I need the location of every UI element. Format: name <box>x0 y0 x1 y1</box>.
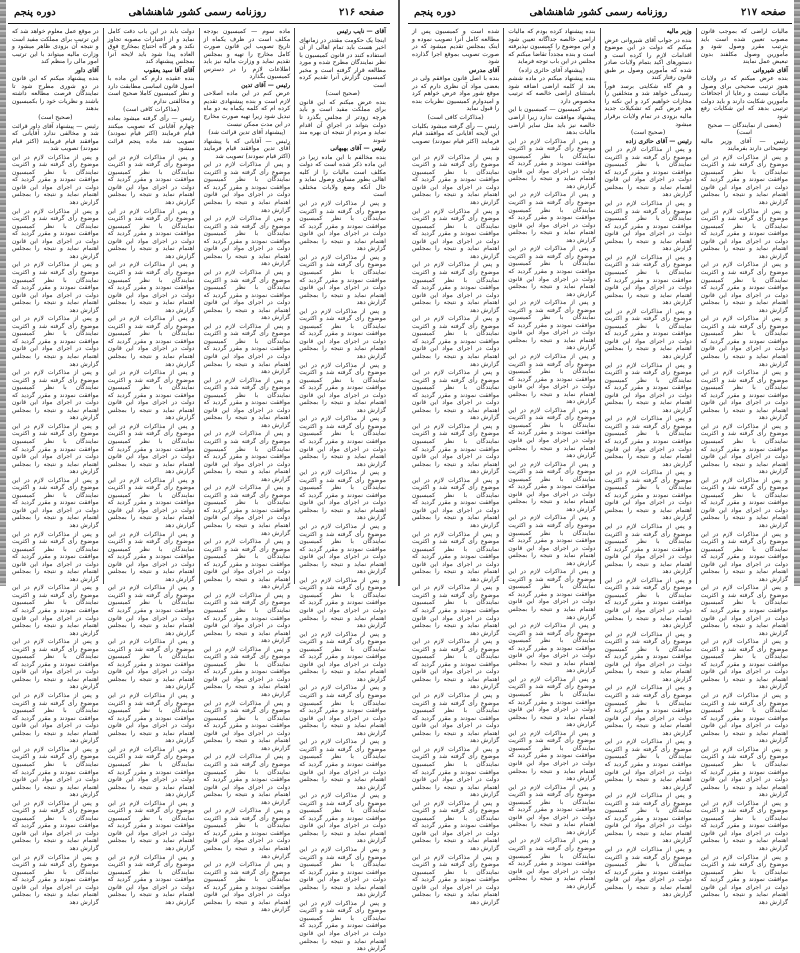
continuation-paragraph: و پس از مذاکرات لازم در این موضوع رأی گرفته شد و اکثریت نمایندگان با نظر کمیسیون موافقت نمودند و مقرر گردید که دولت در اجرای مواد این قانون اهتمام نماید و نتیجه را بمجلس گزارش دهد <box>412 153 500 207</box>
speaker-name: رئیس — آقای تدین <box>241 81 291 89</box>
left-page-title: روزنامه رسمی کشور شاهنشاهی <box>128 7 267 18</box>
continuation-paragraph: و پس از مذاکرات لازم در این موضوع رأی گرفته شد و اکثریت نمایندگان با نظر کمیسیون موافقت نمودند و مقرر گردید که دولت در اجرای مواد این قانون اهتمام نماید و نتیجه را بمجلس گزارش دهد <box>12 315 99 368</box>
speech-paragraph: بنده پیشنهاد میکنم که این قانون در دو شوری مطرح شود تا نمایندگان فرصت مطالعه داشته باشند و نظریات خود را بکمیسیون بدهند <box>12 75 99 113</box>
continuation-paragraph: و پس از مذاکرات لازم در این موضوع رأی گرفته شد و اکثریت نمایندگان با نظر کمیسیون موافقت نمودند و مقرر گردید که دولت در اجرای مواد این قانون اهتمام نماید و نتیجه را بمجلس گزارش دهد <box>12 584 99 637</box>
continuation-paragraph: و پس از مذاکرات لازم در این موضوع رأی گرفته شد و اکثریت نمایندگان با نظر کمیسیون موافقت نمودند و مقرر گردید که دولت در اجرای مواد این قانون اهتمام نماید و نتیجه را بمجلس گزارش دهد <box>12 799 99 852</box>
continuation-paragraph: و پس از مذاکرات لازم در این موضوع رأی گرفته شد و اکثریت نمایندگان با نظر کمیسیون موافقت نمودند و مقرر گردید که دولت در اجرای مواد این قانون اهتمام نماید و نتیجه را بمجلس گزارش دهد <box>203 753 291 806</box>
continuation-paragraph: و پس از مذاکرات لازم در این موضوع رأی گرفته شد و اکثریت نمایندگان با نظر کمیسیون موافقت نمودند و مقرر گردید که دولت در اجرای مواد این قانون اهتمام نماید و نتیجه را بمجلس گزارش دهد <box>508 675 596 729</box>
left-page-session: دوره پنجم <box>14 7 56 18</box>
continuation-paragraph: و پس از مذاکرات لازم در این موضوع رأی گرفته شد و اکثریت نمایندگان با نظر کمیسیون موافقت نمودند و مقرر گردید که دولت در اجرای مواد این قانون اهتمام نماید و نتیجه را بمجلس گزارش دهد <box>12 638 99 691</box>
continuation-paragraph: و پس از مذاکرات لازم در این موضوع رأی گرفته شد و اکثریت نمایندگان با نظر کمیسیون موافقت نمودند و مقرر گردید که دولت در اجرای مواد این قانون اهتمام نماید و نتیجه را بمجلس گزارش دهد <box>412 638 500 691</box>
continuation-paragraph: و پس از مذاکرات لازم در این موضوع رأی گرفته شد و اکثریت نمایندگان با نظر کمیسیون موافقت نمودند و مقرر گردید که دولت در اجرای مواد این قانون اهتمام نماید و نتیجه را بمجلس گزارش دهد <box>107 261 195 314</box>
continuation-paragraph: و پس از مذاکرات لازم در این موضوع رأی گرفته شد و اکثریت نمایندگان با نظر کمیسیون موافقت نمودند و مقرر گردید که دولت در اجرای مواد این قانون اهتمام نماید و نتیجه را بمجلس گزارش دهد <box>299 792 386 845</box>
continuation-paragraph: و پس از مذاکرات لازم در این موضوع رأی گرفته شد و اکثریت نمایندگان با نظر کمیسیون موافقت نمودند و مقرر گردید که دولت در اجرای مواد این قانون اهتمام نماید و نتیجه را بمجلس گزارش دهد <box>107 476 195 529</box>
speech-paragraph: ماده سوم — کمیسیون بودجه مکلف است در ظرف یکماه از تاریخ تصویب این قانون صورت کامل مخارج را تهیه و بمجلس تقدیم نماید و وزارت مالیه نیز باید اطلاعات لازم را در دسترس کمیسیون بگذارد <box>203 28 291 81</box>
continuation-paragraph: و پس از مذاکرات لازم در این موضوع رأی گرفته شد و اکثریت نمایندگان با نظر کمیسیون موافقت نمودند و مقرر گردید که دولت در اجرای مواد این قانون اهتمام نماید و نتیجه را بمجلس گزارش دهد <box>299 469 386 522</box>
continuation-paragraph: و پس از مذاکرات لازم در این موضوع رأی گرفته شد و اکثریت نمایندگان با نظر کمیسیون موافقت نمودند و مقرر گردید که دولت در اجرای مواد این قانون اهتمام نماید و نتیجه را بمجلس گزارش دهد <box>508 406 596 460</box>
parenthetical-note: (صحیح است) <box>325 90 360 98</box>
continuation-paragraph: و پس از مذاکرات لازم در این موضوع رأی گرفته شد و اکثریت نمایندگان با نظر کمیسیون موافقت نمودند و مقرر گردید که دولت در اجرای مواد این قانون اهتمام نماید و نتیجه را بمجلس گزارش دهد <box>203 215 291 268</box>
continuation-paragraph: و پس از مذاکرات لازم در این موضوع رأی گرفته شد و اکثریت نمایندگان با نظر کمیسیون موافقت نمودند و مقرر گردید که دولت در اجرای مواد این قانون اهتمام نماید و نتیجه را بمجلس گزارش دهد <box>299 253 386 307</box>
parenthetical-note: (مذاکرات کافی است) <box>427 114 484 122</box>
continuation-paragraph: و پس از مذاکرات لازم در این موضوع رأی گرفته شد و اکثریت نمایندگان با نظر کمیسیون موافقت نمودند و مقرر گردید که دولت در اجرای مواد این قانون اهتمام نماید و نتیجه را بمجلس گزارش دهد <box>203 861 291 914</box>
right-page-number: صفحه ۲۱۷ <box>741 7 786 18</box>
continuation-paragraph: و پس از مذاکرات لازم در این موضوع رأی گرفته شد و اکثریت نمایندگان با نظر کمیسیون موافقت نمودند و مقرر گردید که دولت در اجرای مواد این قانون اهتمام نماید و نتیجه را بمجلس گزارش دهد <box>203 484 291 537</box>
continuation-paragraph: و پس از مذاکرات لازم در این موضوع رأی گرفته شد و اکثریت نمایندگان با نظر کمیسیون موافقت نمودند و مقرر گردید که دولت در اجرای مواد این قانون اهتمام نماید و نتیجه را بمجلس گزارش دهد <box>508 783 596 836</box>
continuation-paragraph: و پس از مذاکرات لازم در این موضوع رأی گرفته شد و اکثریت نمایندگان با نظر کمیسیون موافقت نمودند و مقرر گردید که دولت در اجرای مواد این قانون اهتمام نماید و نتیجه را بمجلس گزارش دهد <box>604 307 692 360</box>
right-column-4 <box>408 28 503 906</box>
continuation-paragraph: و پس از مذاکرات لازم در این موضوع رأی گرفته شد و اکثریت نمایندگان با نظر کمیسیون موافقت نمودند و مقرر گردید که دولت در اجرای مواد این قانون اهتمام نماید و نتیجه را بمجلس گزارش دهد <box>107 315 195 368</box>
continuation-paragraph: و پس از مذاکرات لازم در این موضوع رأی گرفته شد و اکثریت نمایندگان با نظر کمیسیون موافقت نمودند و مقرر گردید که دولت در اجرای مواد این قانون اهتمام نماید و نتیجه را بمجلس گزارش دهد <box>299 361 386 414</box>
continuation-paragraph: و پس از مذاکرات لازم در این موضوع رأی گرفته شد و اکثریت نمایندگان با نظر کمیسیون موافقت نمودند و مقرر گردید که دولت در اجرای مواد این قانون اهتمام نماید و نتیجه را بمجلس گزارش دهد <box>107 530 195 583</box>
continuation-paragraph: و پس از مذاکرات لازم در این موضوع رأی گرفته شد و اکثریت نمایندگان با نظر کمیسیون موافقت نمودند و مقرر گردید که دولت در اجرای مواد این قانون اهتمام نماید و نتیجه را بمجلس گزارش دهد <box>12 261 99 314</box>
continuation-paragraph: و پس از مذاکرات لازم در این موضوع رأی گرفته شد و اکثریت نمایندگان با نظر کمیسیون موافقت نمودند و مقرر گردید که دولت در اجرای مواد این قانون اهتمام نماید و نتیجه را بمجلس گزارش دهد <box>107 638 195 691</box>
continuation-paragraph: و پس از مذاکرات لازم در این موضوع رأی گرفته شد و اکثریت نمایندگان با نظر کمیسیون موافقت نمودند و مقرر گردید که دولت در اجرای مواد این قانون اهتمام نماید و نتیجه را بمجلس گزارش دهد <box>604 253 692 307</box>
right-column-1 <box>696 28 792 906</box>
continuation-paragraph: و پس از مذاکرات لازم در این موضوع رأی گرفته شد و اکثریت نمایندگان با نظر کمیسیون موافقت نمودند و مقرر گردید که دولت در اجرای مواد این قانون اهتمام نماید و نتیجه را بمجلس گزارش دهد <box>700 692 788 745</box>
speaker-name: آقای شیروانی <box>752 66 788 74</box>
continuation-paragraph: و پس از مذاکرات لازم در این موضوع رأی گرفته شد و اکثریت نمایندگان با نظر کمیسیون موافقت نمودند و مقرر گردید که دولت در اجرای مواد این قانون اهتمام نماید و نتیجه را بمجلس گزارش دهد <box>299 523 386 576</box>
continuation-paragraph: و پس از مذاکرات لازم در این موضوع رأی گرفته شد و اکثریت نمایندگان با نظر کمیسیون موافقت نمودند و مقرر گردید که دولت در اجرای مواد این قانون اهتمام نماید و نتیجه را بمجلس گزارش دهد <box>12 530 99 583</box>
speech-paragraph: اینجا یک حکومت مقتدر در زمانهای اخیر هست باید تمام اهالی از آن استفاده کنند در قانون کمیسیون با نظر نمایندگان مطرح شده و مورد مطالعه قرار گرفته است و مخبر کمیسیون گزارش آنرا تقدیم کرده است <box>299 36 386 89</box>
continuation-paragraph: و پس از مذاکرات لازم در این موضوع رأی گرفته شد و اکثریت نمایندگان با نظر کمیسیون موافقت نمودند و مقرر گردید که دولت در اجرای مواد این قانون اهتمام نماید و نتیجه را بمجلس گزارش دهد <box>700 207 788 260</box>
continuation-paragraph: و پس از مذاکرات لازم در این موضوع رأی گرفته شد و اکثریت نمایندگان با نظر کمیسیون موافقت نمودند و مقرر گردید که دولت در اجرای مواد این قانون اهتمام نماید و نتیجه را بمجلس گزارش دهد <box>412 745 500 799</box>
speech-paragraph: بنده مخالفم با این ماده زیرا در این ماده ذکر شده است که دولت مکلف است مالیات را از کلیه اهالی بطور مساوی وصول نماید و حال آنکه وضع ولایات مختلف است <box>299 153 386 199</box>
continuation-paragraph: و پس از مذاکرات لازم در این موضوع رأی گرفته شد و اکثریت نمایندگان با نظر کمیسیون موافقت نمودند و مقرر گردید که دولت در اجرای مواد این قانون اهتمام نماید و نتیجه را بمجلس گزارش دهد <box>508 729 596 783</box>
continuation-paragraph: و پس از مذاکرات لازم در این موضوع رأی گرفته شد و اکثریت نمایندگان با نظر کمیسیون موافقت نمودند و مقرر گردید که دولت در اجرای مواد این قانون اهتمام نماید و نتیجه را بمجلس گزارش دهد <box>203 268 291 322</box>
continuation-paragraph: و پس از مذاکرات لازم در این موضوع رأی گرفته شد و اکثریت نمایندگان با نظر کمیسیون موافقت نمودند و مقرر گردید که دولت در اجرای مواد این قانون اهتمام نماید و نتیجه را بمجلس گزارش دهد <box>107 692 195 745</box>
continuation-paragraph: و پس از مذاکرات لازم در این موضوع رأی گرفته شد و اکثریت نمایندگان با نظر کمیسیون موافقت نمودند و مقرر گردید که دولت در اجرای مواد این قانون اهتمام نماید و نتیجه را بمجلس گزارش دهد <box>604 361 692 414</box>
parenthetical-note: (پیشنهاد آقای تدین قرائت شد) <box>208 129 286 137</box>
continuation-paragraph: و پس از مذاکرات لازم در این موضوع رأی گرفته شد و اکثریت نمایندگان با نظر کمیسیون موافقت نمودند و مقرر گردید که دولت در اجرای مواد این قانون اهتمام نماید و نتیجه را بمجلس گزارش دهد <box>604 738 692 791</box>
continuation-paragraph: و پس از مذاکرات لازم در این موضوع رأی گرفته شد و اکثریت نمایندگان با نظر کمیسیون موافقت نمودند و مقرر گردید که دولت در اجرای مواد این قانون اهتمام نماید و نتیجه را بمجلس گزارش دهد <box>203 645 291 699</box>
continuation-paragraph: و پس از مذاکرات لازم در این موضوع رأی گرفته شد و اکثریت نمایندگان با نظر کمیسیون موافقت نمودند و مقرر گردید که دولت در اجرای مواد این قانون اهتمام نماید و نتیجه را بمجلس گزارش دهد <box>12 745 99 799</box>
speech-paragraph: مخبر کمیسیون — کمیسیون با این پیشنهاد موافقت ندارد زیرا اراضی خالصه نیز باید مثل سایر اراضی مالیات بدهد <box>508 106 596 137</box>
speech-paragraph: رئیس — آقایانی که با پیشنهاد آقای تدین موافقند قیام فرمایند (اکثر قیام نمودند) تصویب شد <box>203 137 291 160</box>
continuation-paragraph: و پس از مذاکرات لازم در این موضوع رأی گرفته شد و اکثریت نمایندگان با نظر کمیسیون موافقت نمودند و مقرر گردید که دولت در اجرای مواد این قانون اهتمام نماید و نتیجه را بمجلس گزارش دهد <box>412 584 500 637</box>
continuation-paragraph: و پس از مذاکرات لازم در این موضوع رأی گرفته شد و اکثریت نمایندگان با نظر کمیسیون موافقت نمودند و مقرر گردید که دولت در اجرای مواد این قانون اهتمام نماید و نتیجه را بمجلس گزارش دهد <box>412 261 500 314</box>
continuation-paragraph: و پس از مذاکرات لازم در این موضوع رأی گرفته شد و اکثریت نمایندگان با نظر کمیسیون موافقت نمودند و مقرر گردید که دولت در اجرای مواد این قانون اهتمام نماید و نتیجه را بمجلس گزارش دهد <box>508 245 596 298</box>
left-column-3 <box>103 28 199 906</box>
continuation-paragraph: و پس از مذاکرات لازم در این موضوع رأی گرفته شد و اکثریت نمایندگان با نظر کمیسیون موافقت نمودند و مقرر گردید که دولت در اجرای مواد این قانون اهتمام نماید و نتیجه را بمجلس گزارش دهد <box>203 322 291 376</box>
continuation-paragraph: و پس از مذاکرات لازم در این موضوع رأی گرفته شد و اکثریت نمایندگان با نظر کمیسیون موافقت نمودند و مقرر گردید که دولت در اجرای مواد این قانون اهتمام نماید و نتیجه را بمجلس گزارش دهد <box>107 369 195 422</box>
continuation-paragraph: و پس از مذاکرات لازم در این موضوع رأی گرفته شد و اکثریت نمایندگان با نظر کمیسیون موافقت نمودند و مقرر گردید که دولت در اجرای مواد این قانون اهتمام نماید و نتیجه را بمجلس گزارش دهد <box>604 684 692 737</box>
speech-paragraph: بنده عقیده دارم که این ماده با اصول قانون اساسی مطابقت دارد و نظر کمیسیون کاملا صحیح است و مخالفتی ندارم <box>107 75 195 105</box>
scan-edge-right <box>794 0 800 586</box>
speech-paragraph: مالیات اراضی که بموجب قانون مصوب تعیین شده است باید بترتیب مقرر وصول شود و مأمورین وصول مکلفند بدون تبعیض عمل نمایند <box>700 28 788 66</box>
continuation-paragraph: و پس از مذاکرات لازم در این موضوع رأی گرفته شد و اکثریت نمایندگان با نظر کمیسیون موافقت نمودند و مقرر گردید که دولت در اجرای مواد این قانون اهتمام نماید و نتیجه را بمجلس گزارش دهد <box>203 538 291 591</box>
speech-paragraph: شده است و کمیسیون پس از مطالعه کامل آنرا تصویب نموده و اینک بمجلس تقدیم میشود که در صورت تصویب بموقع اجرا گذارده شود <box>412 28 500 66</box>
continuation-paragraph: و پس از مذاکرات لازم در این موضوع رأی گرفته شد و اکثریت نمایندگان با نظر کمیسیون موافقت نمودند و مقرر گردید که دولت در اجرای مواد این قانون اهتمام نماید و نتیجه را بمجلس گزارش دهد <box>107 745 195 799</box>
speech-paragraph: رئیس — رأی گرفته میشود بماده چهارم آقایانی که تصویب میکنند قیام فرمایند (اکثر قیام نمودند) تصویب شد ماده پنجم قرائت میشود <box>107 115 195 153</box>
speech-paragraph: بنده عرض میکنم که در ولایات هنوز ترتیب صحیحی برای وصول مالیات نیست و رعایا از اجحافات مأمورین شکایت دارند و باید دولت ترتیبی بدهد که این شکایات رفع شود <box>700 75 788 121</box>
speaker-name: آقای — نایب رئیس <box>336 28 386 35</box>
continuation-paragraph: و پس از مذاکرات لازم در این موضوع رأی گرفته شد و اکثریت نمایندگان با نظر کمیسیون موافقت نمودند و مقرر گردید که دولت در اجرای مواد این قانون اهتمام نماید و نتیجه را بمجلس گزارش دهد <box>700 261 788 314</box>
continuation-paragraph: و پس از مذاکرات لازم در این موضوع رأی گرفته شد و اکثریت نمایندگان با نظر کمیسیون موافقت نمودند و مقرر گردید که دولت در اجرای مواد این قانون اهتمام نماید و نتیجه را بمجلس گزارش دهد <box>203 807 291 860</box>
speaker-name: وزیر مالیه <box>666 28 692 35</box>
right-column-2 <box>600 28 696 899</box>
right-page-title: روزنامه رسمی کشور شاهنشاهی <box>529 7 668 18</box>
continuation-paragraph: و پس از مذاکرات لازم در این موضوع رأی گرفته شد و اکثریت نمایندگان با نظر کمیسیون موافقت نمودند و مقرر گردید که دولت در اجرای مواد این قانون اهتمام نماید و نتیجه را بمجلس گزارش دهد <box>299 630 386 683</box>
continuation-paragraph: و پس از مذاکرات لازم در این موضوع رأی گرفته شد و اکثریت نمایندگان با نظر کمیسیون موافقت نمودند و مقرر گردید که دولت در اجرای مواد این قانون اهتمام نماید و نتیجه را بمجلس گزارش دهد <box>508 191 596 244</box>
continuation-paragraph: و پس از مذاکرات لازم در این موضوع رأی گرفته شد و اکثریت نمایندگان با نظر کمیسیون موافقت نمودند و مقرر گردید که دولت در اجرای مواد این قانون اهتمام نماید و نتیجه را بمجلس گزارش دهد <box>12 692 99 745</box>
speaker-name: آقای مدرس <box>469 66 500 74</box>
continuation-paragraph: و پس از مذاکرات لازم در این موضوع رأی گرفته شد و اکثریت نمایندگان با نظر کمیسیون موافقت نمودند و مقرر گردید که دولت در اجرای مواد این قانون اهتمام نماید و نتیجه را بمجلس گزارش دهد <box>12 369 99 422</box>
speech-paragraph: بنده پیشنهاد کرده بودم که مالیات اراضی خالصه جداگانه تعیین شود و این موضوع را کمیسیون نپذیرفته است و بنده مجدداً تقاضا میکنم که مجلس در این باب توجه فرماید <box>508 28 596 66</box>
speech-paragraph: بنده با اصل قانون موافقم ولی در بعضی مواد آن نظری دارم که در موقع شور مواد عرض خواهم کرد و امیدوارم کمیسیون نظریات بنده را قبول نماید <box>412 75 500 113</box>
continuation-paragraph: و پس از مذاکرات لازم در این موضوع رأی گرفته شد و اکثریت نمایندگان با نظر کمیسیون موافقت نمودند و مقرر گردید که دولت در اجرای مواد این قانون اهتمام نماید و نتیجه را بمجلس گزارش دهد <box>412 692 500 745</box>
right-page-columns <box>408 28 792 906</box>
parenthetical-note: (بعضی از نمایندگان — صحیح است) <box>707 121 782 137</box>
speech-paragraph: بنده در جواب آقای شیروانی عرض میکنم که دولت در این موضوع اقدامات لازم را کرده است و دستورهای اکید بتمام ولایات صادر شده که مأمورین وصول بر طبق قانون رفتار کنند <box>604 36 692 82</box>
speech-paragraph: رئیس — پیشنهاد آقای داور قرائت شد و مخالفی ندارد آقایانی که موافقند قیام فرمایند (اکثر قیام نمودند) تصویب شد <box>12 122 99 153</box>
continuation-paragraph: و پس از مذاکرات لازم در این موضوع رأی گرفته شد و اکثریت نمایندگان با نظر کمیسیون موافقت نمودند و مقرر گردید که دولت در اجرای مواد این قانون اهتمام نماید و نتیجه را بمجلس گزارش دهد <box>203 430 291 483</box>
scan-edge-left <box>0 0 6 586</box>
continuation-paragraph: و پس از مذاکرات لازم در این موضوع رأی گرفته شد و اکثریت نمایندگان با نظر کمیسیون موافقت نمودند و مقرر گردید که دولت در اجرای مواد این قانون اهتمام نماید و نتیجه را بمجلس گزارش دهد <box>12 207 99 260</box>
continuation-paragraph: و پس از مذاکرات لازم در این موضوع رأی گرفته شد و اکثریت نمایندگان با نظر کمیسیون موافقت نمودند و مقرر گردید که دولت در اجرای مواد این قانون اهتمام نماید و نتیجه را بمجلس گزارش دهد <box>107 853 195 906</box>
continuation-paragraph: و پس از مذاکرات لازم در این موضوع رأی گرفته شد و اکثریت نمایندگان با نظر کمیسیون موافقت نمودند و مقرر گردید که دولت در اجرای مواد این قانون اهتمام نماید و نتیجه را بمجلس گزارش دهد <box>508 622 596 675</box>
left-page-columns <box>8 28 390 953</box>
continuation-paragraph: و پس از مذاکرات لازم در این موضوع رأی گرفته شد و اکثریت نمایندگان با نظر کمیسیون موافقت نمودند و مقرر گردید که دولت در اجرای مواد این قانون اهتمام نماید و نتیجه را بمجلس گزارش دهد <box>604 469 692 522</box>
continuation-paragraph: و پس از مذاکرات لازم در این موضوع رأی گرفته شد و اکثریت نمایندگان با نظر کمیسیون موافقت نمودند و مقرر گردید که دولت در اجرای مواد این قانون اهتمام نماید و نتیجه را بمجلس گزارش دهد <box>700 638 788 691</box>
continuation-paragraph: و پس از مذاکرات لازم در این موضوع رأی گرفته شد و اکثریت نمایندگان با نظر کمیسیون موافقت نمودند و مقرر گردید که دولت در اجرای مواد این قانون اهتمام نماید و نتیجه را بمجلس گزارش دهد <box>299 738 386 791</box>
speech-paragraph: بنده عرض میکنم که این قانون برای مملکت مفید است و باید هرچه زودتر از مجلس بگذرد تا دولت بتواند در اجرای آن اقدام نماید و مردم از نتیجه آن بهره مند شوند <box>299 98 386 144</box>
continuation-paragraph: و پس از مذاکرات لازم در این موضوع رأی گرفته شد و اکثریت نمایندگان با نظر کمیسیون موافقت نمودند و مقرر گردید که دولت در اجرای مواد این قانون اهتمام نماید و نتیجه را بمجلس گزارش دهد <box>299 200 386 253</box>
speaker-name: رئیس — آقای بهبهانی <box>330 145 386 153</box>
continuation-paragraph: و پس از مذاکرات لازم در این موضوع رأی گرفته شد و اکثریت نمایندگان با نظر کمیسیون موافقت نمودند و مقرر گردید که دولت در اجرای مواد این قانون اهتمام نماید و نتیجه را بمجلس گزارش دهد <box>412 369 500 422</box>
continuation-paragraph: و پس از مذاکرات لازم در این موضوع رأی گرفته شد و اکثریت نمایندگان با نظر کمیسیون موافقت نمودند و مقرر گردید که دولت در اجرای مواد این قانون اهتمام نماید و نتیجه را بمجلس گزارش دهد <box>508 137 596 190</box>
continuation-paragraph: و پس از مذاکرات لازم در این موضوع رأی گرفته شد و اکثریت نمایندگان با نظر کمیسیون موافقت نمودند و مقرر گردید که دولت در اجرای مواد این قانون اهتمام نماید و نتیجه را بمجلس گزارش دهد <box>508 514 596 567</box>
speech-paragraph: رئیس — آقای وزیر مالیه توضیحاتی دارند بفرمایند <box>700 137 788 153</box>
continuation-paragraph: و پس از مذاکرات لازم در این موضوع رأی گرفته شد و اکثریت نمایندگان با نظر کمیسیون موافقت نمودند و مقرر گردید که دولت در اجرای مواد این قانون اهتمام نماید و نتیجه را بمجلس گزارش دهد <box>604 792 692 845</box>
continuation-paragraph: و پس از مذاکرات لازم در این موضوع رأی گرفته شد و اکثریت نمایندگان با نظر کمیسیون موافقت نمودند و مقرر گردید که دولت در اجرای مواد این قانون اهتمام نماید و نتیجه را بمجلس گزارش دهد <box>107 153 195 207</box>
right-page <box>400 0 800 906</box>
left-page-number: صفحه ۲۱۶ <box>339 7 384 18</box>
speaker-name: آقای داور <box>75 66 99 74</box>
parenthetical-note: (صحیح است) <box>38 114 73 122</box>
continuation-paragraph: و پس از مذاکرات لازم در این موضوع رأی گرفته شد و اکثریت نمایندگان با نظر کمیسیون موافقت نمودند و مقرر گردید که دولت در اجرای مواد این قانون اهتمام نماید و نتیجه را بمجلس گزارش دهد <box>604 523 692 576</box>
continuation-paragraph: و پس از مذاکرات لازم در این موضوع رأی گرفته شد و اکثریت نمایندگان با نظر کمیسیون موافقت نمودند و مقرر گردید که دولت در اجرای مواد این قانون اهتمام نماید و نتیجه را بمجلس گزارش دهد <box>508 352 596 406</box>
continuation-paragraph: و پس از مذاکرات لازم در این موضوع رأی گرفته شد و اکثریت نمایندگان با نظر کمیسیون موافقت نمودند و مقرر گردید که دولت در اجرای مواد این قانون اهتمام نماید و نتیجه را بمجلس گزارش دهد <box>412 207 500 260</box>
parenthetical-note: (مذاکرات کافی است) <box>123 106 180 114</box>
speech-paragraph: و هر گاه شکایتی برسد فوراً رسیدگی خواهد شد و متخلفین را مجازات خواهیم کرد و این نکته را هم عرض کنم که تشکیلات جدید مالیه بزودی در تمام ولایات برقرار میشود <box>604 82 692 128</box>
continuation-paragraph: و پس از مذاکرات لازم در این موضوع رأی گرفته شد و اکثریت نمایندگان با نظر کمیسیون موافقت نمودند و مقرر گردید که دولت در اجرای مواد این قانون اهتمام نماید و نتیجه را بمجلس گزارش دهد <box>700 315 788 368</box>
continuation-paragraph: و پس از مذاکرات لازم در این موضوع رأی گرفته شد و اکثریت نمایندگان با نظر کمیسیون موافقت نمودند و مقرر گردید که دولت در اجرای مواد این قانون اهتمام نماید و نتیجه را بمجلس گزارش دهد <box>412 315 500 368</box>
continuation-paragraph: و پس از مذاکرات لازم در این موضوع رأی گرفته شد و اکثریت نمایندگان با نظر کمیسیون موافقت نمودند و مقرر گردید که دولت در اجرای مواد این قانون اهتمام نماید و نتیجه را بمجلس گزارش دهد <box>107 584 195 637</box>
right-page-session: دوره پنجم <box>414 7 456 18</box>
continuation-paragraph: و پس از مذاکرات لازم در این موضوع رأی گرفته شد و اکثریت نمایندگان با نظر کمیسیون موافقت نمودند و مقرر گردید که دولت در اجرای مواد این قانون اهتمام نماید و نتیجه را بمجلس گزارش دهد <box>203 376 291 429</box>
continuation-paragraph: و پس از مذاکرات لازم در این موضوع رأی گرفته شد و اکثریت نمایندگان با نظر کمیسیون موافقت نمودند و مقرر گردید که دولت در اجرای مواد این قانون اهتمام نماید و نتیجه را بمجلس گزارش دهد <box>299 415 386 468</box>
speech-paragraph: دولت باید در این باب دقت کامل نماید و از اعتبارات مصوبه تجاوز نکند و هر گاه احتیاج بمخارج فوق العاده پیدا شود باید لایحه آنرا بمجلس پیشنهاد کند <box>107 28 195 66</box>
continuation-paragraph: و پس از مذاکرات لازم در این موضوع رأی گرفته شد و اکثریت نمایندگان با نظر کمیسیون موافقت نمودند و مقرر گردید که دولت در اجرای مواد این قانون اهتمام نماید و نتیجه را بمجلس گزارش دهد <box>203 161 291 214</box>
continuation-paragraph: و پس از مذاکرات لازم در این موضوع رأی گرفته شد و اکثریت نمایندگان با نظر کمیسیون موافقت نمودند و مقرر گردید که دولت در اجرای مواد این قانون اهتمام نماید و نتیجه را بمجلس گزارش دهد <box>700 853 788 906</box>
right-column-3 <box>503 28 599 890</box>
parenthetical-note: (پیشنهاد آقای حائری زاده) <box>518 66 585 74</box>
continuation-paragraph: و پس از مذاکرات لازم در این موضوع رأی گرفته شد و اکثریت نمایندگان با نظر کمیسیون موافقت نمودند و مقرر گردید که دولت در اجرای مواد این قانون اهتمام نماید و نتیجه را بمجلس گزارش دهد <box>604 845 692 899</box>
continuation-paragraph: و پس از مذاکرات لازم در این موضوع رأی گرفته شد و اکثریت نمایندگان با نظر کمیسیون موافقت نمودند و مقرر گردید که دولت در اجرای مواد این قانون اهتمام نماید و نتیجه را بمجلس گزارش دهد <box>700 799 788 852</box>
continuation-paragraph: و پس از مذاکرات لازم در این موضوع رأی گرفته شد و اکثریت نمایندگان با نظر کمیسیون موافقت نمودند و مقرر گردید که دولت در اجرای مواد این قانون اهتمام نماید و نتیجه را بمجلس گزارش دهد <box>299 684 386 737</box>
continuation-paragraph: و پس از مذاکرات لازم در این موضوع رأی گرفته شد و اکثریت نمایندگان با نظر کمیسیون موافقت نمودند و مقرر گردید که دولت در اجرای مواد این قانون اهتمام نماید و نتیجه را بمجلس گزارش دهد <box>12 153 99 207</box>
continuation-paragraph: و پس از مذاکرات لازم در این موضوع رأی گرفته شد و اکثریت نمایندگان با نظر کمیسیون موافقت نمودند و مقرر گردید که دولت در اجرای مواد این قانون اهتمام نماید و نتیجه را بمجلس گزارش دهد <box>604 200 692 253</box>
speaker-name: آقای آقا سید یعقوب <box>143 66 195 74</box>
continuation-paragraph: و پس از مذاکرات لازم در این موضوع رأی گرفته شد و اکثریت نمایندگان با نظر کمیسیون موافقت نمودند و مقرر گردید که دولت در اجرای مواد این قانون اهتمام نماید و نتیجه را بمجلس گزارش دهد <box>508 837 596 890</box>
continuation-paragraph: و پس از مذاکرات لازم در این موضوع رأی گرفته شد و اکثریت نمایندگان با نظر کمیسیون موافقت نمودند و مقرر گردید که دولت در اجرای مواد این قانون اهتمام نماید و نتیجه را بمجلس گزارش دهد <box>604 146 692 199</box>
continuation-paragraph: و پس از مذاکرات لازم در این موضوع رأی گرفته شد و اکثریت نمایندگان با نظر کمیسیون موافقت نمودند و مقرر گردید که دولت در اجرای مواد این قانون اهتمام نماید و نتیجه را بمجلس گزارش دهد <box>700 369 788 422</box>
right-page-header <box>408 4 792 24</box>
continuation-paragraph: و پس از مذاکرات لازم در این موضوع رأی گرفته شد و اکثریت نمایندگان با نظر کمیسیون موافقت نمودند و مقرر گردید که دولت در اجرای مواد این قانون اهتمام نماید و نتیجه را بمجلس گزارش دهد <box>700 530 788 583</box>
left-column-1 <box>294 28 390 953</box>
left-page-header <box>8 4 390 24</box>
continuation-paragraph: و پس از مذاکرات لازم در این موضوع رأی گرفته شد و اکثریت نمایندگان با نظر کمیسیون موافقت نمودند و مقرر گردید که دولت در اجرای مواد این قانون اهتمام نماید و نتیجه را بمجلس گزارش دهد <box>299 845 386 899</box>
speech-paragraph: در موقع عمل معلوم خواهد شد که این ترتیب برای مملکت مفید است و نتیجه آن بزودی ظاهر میشود و وزارت مالیه میتواند با این ترتیب امور مالی را منظم کند <box>12 28 99 66</box>
continuation-paragraph: و پس از مذاکرات لازم در این موضوع رأی گرفته شد و اکثریت نمایندگان با نظر کمیسیون موافقت نمودند و مقرر گردید که دولت در اجرای مواد این قانون اهتمام نماید و نتیجه را بمجلس گزارش دهد <box>412 422 500 476</box>
continuation-paragraph: و پس از مذاکرات لازم در این موضوع رأی گرفته شد و اکثریت نمایندگان با نظر کمیسیون موافقت نمودند و مقرر گردید که دولت در اجرای مواد این قانون اهتمام نماید و نتیجه را بمجلس گزارش دهد <box>412 799 500 852</box>
continuation-paragraph: و پس از مذاکرات لازم در این موضوع رأی گرفته شد و اکثریت نمایندگان با نظر کمیسیون موافقت نمودند و مقرر گردید که دولت در اجرای مواد این قانون اهتمام نماید و نتیجه را بمجلس گزارش دهد <box>412 853 500 906</box>
continuation-paragraph: و پس از مذاکرات لازم در این موضوع رأی گرفته شد و اکثریت نمایندگان با نظر کمیسیون موافقت نمودند و مقرر گردید که دولت در اجرای مواد این قانون اهتمام نماید و نتیجه را بمجلس گزارش دهد <box>412 476 500 529</box>
continuation-paragraph: و پس از مذاکرات لازم در این موضوع رأی گرفته شد و اکثریت نمایندگان با نظر کمیسیون موافقت نمودند و مقرر گردید که دولت در اجرای مواد این قانون اهتمام نماید و نتیجه را بمجلس گزارش دهد <box>107 799 195 852</box>
continuation-paragraph: و پس از مذاکرات لازم در این موضوع رأی گرفته شد و اکثریت نمایندگان با نظر کمیسیون موافقت نمودند و مقرر گردید که دولت در اجرای مواد این قانون اهتمام نماید و نتیجه را بمجلس گزارش دهد <box>412 530 500 583</box>
continuation-paragraph: و پس از مذاکرات لازم در این موضوع رأی گرفته شد و اکثریت نمایندگان با نظر کمیسیون موافقت نمودند و مقرر گردید که دولت در اجرای مواد این قانون اهتمام نماید و نتیجه را بمجلس گزارش دهد <box>508 568 596 621</box>
continuation-paragraph: و پس از مذاکرات لازم در این موضوع رأی گرفته شد و اکثریت نمایندگان با نظر کمیسیون موافقت نمودند و مقرر گردید که دولت در اجرای مواد این قانون اهتمام نماید و نتیجه را بمجلس گزارش دهد <box>299 576 386 630</box>
continuation-paragraph: و پس از مذاکرات لازم در این موضوع رأی گرفته شد و اکثریت نمایندگان با نظر کمیسیون موافقت نمودند و مقرر گردید که دولت در اجرای مواد این قانون اهتمام نماید و نتیجه را بمجلس گزارش دهد <box>700 584 788 637</box>
continuation-paragraph: و پس از مذاکرات لازم در این موضوع رأی گرفته شد و اکثریت نمایندگان با نظر کمیسیون موافقت نمودند و مقرر گردید که دولت در اجرای مواد این قانون اهتمام نماید و نتیجه را بمجلس گزارش دهد <box>604 415 692 468</box>
continuation-paragraph: و پس از مذاکرات لازم در این موضوع رأی گرفته شد و اکثریت نمایندگان با نظر کمیسیون موافقت نمودند و مقرر گردید که دولت در اجرای مواد این قانون اهتمام نماید و نتیجه را بمجلس گزارش دهد <box>12 476 99 529</box>
continuation-paragraph: و پس از مذاکرات لازم در این موضوع رأی گرفته شد و اکثریت نمایندگان با نظر کمیسیون موافقت نمودند و مقرر گردید که دولت در اجرای مواد این قانون اهتمام نماید و نتیجه را بمجلس گزارش دهد <box>700 153 788 207</box>
continuation-paragraph: و پس از مذاکرات لازم در این موضوع رأی گرفته شد و اکثریت نمایندگان با نظر کمیسیون موافقت نمودند و مقرر گردید که دولت در اجرای مواد این قانون اهتمام نماید و نتیجه را بمجلس گزارش دهد <box>203 591 291 645</box>
continuation-paragraph: و پس از مذاکرات لازم در این موضوع رأی گرفته شد و اکثریت نمایندگان با نظر کمیسیون موافقت نمودند و مقرر گردید که دولت در اجرای مواد این قانون اهتمام نماید و نتیجه را بمجلس گزارش دهد <box>508 460 596 513</box>
parenthetical-note: (صحیح است) <box>630 129 666 137</box>
continuation-paragraph: و پس از مذاکرات لازم در این موضوع رأی گرفته شد و اکثریت نمایندگان با نظر کمیسیون موافقت نمودند و مقرر گردید که دولت در اجرای مواد این قانون اهتمام نماید و نتیجه را بمجلس گزارش دهد <box>12 422 99 476</box>
continuation-paragraph: و پس از مذاکرات لازم در این موضوع رأی گرفته شد و اکثریت نمایندگان با نظر کمیسیون موافقت نمودند و مقرر گردید که دولت در اجرای مواد این قانون اهتمام نماید و نتیجه را بمجلس گزارش دهد <box>107 207 195 260</box>
speech-paragraph: عرض کنم در این ماده اصلاحی لازم است و بنده پیشنهادی تقدیم کرده ام که کلمه یکماه به دو ماه تبدیل شود زیرا تهیه صورت مخارج در این مدت ممکن نیست <box>203 90 291 128</box>
continuation-paragraph: و پس از مذاکرات لازم در این موضوع رأی گرفته شد و اکثریت نمایندگان با نظر کمیسیون موافقت نمودند و مقرر گردید که دولت در اجرای مواد این قانون اهتمام نماید و نتیجه را بمجلس گزارش دهد <box>107 422 195 476</box>
continuation-paragraph: و پس از مذاکرات لازم در این موضوع رأی گرفته شد و اکثریت نمایندگان با نظر کمیسیون موافقت نمودند و مقرر گردید که دولت در اجرای مواد این قانون اهتمام نماید و نتیجه را بمجلس گزارش دهد <box>604 576 692 630</box>
left-column-4 <box>8 28 103 906</box>
continuation-paragraph: و پس از مذاکرات لازم در این موضوع رأی گرفته شد و اکثریت نمایندگان با نظر کمیسیون موافقت نمودند و مقرر گردید که دولت در اجرای مواد این قانون اهتمام نماید و نتیجه را بمجلس گزارش دهد <box>299 307 386 360</box>
continuation-paragraph: و پس از مذاکرات لازم در این موضوع رأی گرفته شد و اکثریت نمایندگان با نظر کمیسیون موافقت نمودند و مقرر گردید که دولت در اجرای مواد این قانون اهتمام نماید و نتیجه را بمجلس گزارش دهد <box>604 630 692 683</box>
continuation-paragraph: و پس از مذاکرات لازم در این موضوع رأی گرفته شد و اکثریت نمایندگان با نظر کمیسیون موافقت نمودند و مقرر گردید که دولت در اجرای مواد این قانون اهتمام نماید و نتیجه را بمجلس گزارش دهد <box>700 422 788 476</box>
left-column-2 <box>199 28 295 914</box>
continuation-paragraph: و پس از مذاکرات لازم در این موضوع رأی گرفته شد و اکثریت نمایندگان با نظر کمیسیون موافقت نمودند و مقرر گردید که دولت در اجرای مواد این قانون اهتمام نماید و نتیجه را بمجلس گزارش دهد <box>700 476 788 529</box>
speaker-name: رئیس — آقای حائری زاده <box>625 137 692 145</box>
continuation-paragraph: و پس از مذاکرات لازم در این موضوع رأی گرفته شد و اکثریت نمایندگان با نظر کمیسیون موافقت نمودند و مقرر گردید که دولت در اجرای مواد این قانون اهتمام نماید و نتیجه را بمجلس گزارش دهد <box>508 299 596 352</box>
speech-paragraph: رئیس — رأی گرفته میشود بکلیات این لایحه آقایانی که موافقند قیام فرمایند (اکثر قیام نمودند) تصویب شد <box>412 122 500 153</box>
continuation-paragraph: و پس از مذاکرات لازم در این موضوع رأی گرفته شد و اکثریت نمایندگان با نظر کمیسیون موافقت نمودند و مقرر گردید که دولت در اجرای مواد این قانون اهتمام نماید و نتیجه را بمجلس گزارش دهد <box>203 699 291 752</box>
continuation-paragraph: و پس از مذاکرات لازم در این موضوع رأی گرفته شد و اکثریت نمایندگان با نظر کمیسیون موافقت نمودند و مقرر گردید که دولت در اجرای مواد این قانون اهتمام نماید و نتیجه را بمجلس گزارش دهد <box>299 899 386 953</box>
continuation-paragraph: و پس از مذاکرات لازم در این موضوع رأی گرفته شد و اکثریت نمایندگان با نظر کمیسیون موافقت نمودند و مقرر گردید که دولت در اجرای مواد این قانون اهتمام نماید و نتیجه را بمجلس گزارش دهد <box>12 853 99 906</box>
speech-paragraph: بنده پیشنهاد میکنم در ماده ششم بعد از کلمه اراضی اضافه شود باستثنای اراضی خالصه که ترتیب مخصوص دارد <box>508 75 596 105</box>
continuation-paragraph: و پس از مذاکرات لازم در این موضوع رأی گرفته شد و اکثریت نمایندگان با نظر کمیسیون موافقت نمودند و مقرر گردید که دولت در اجرای مواد این قانون اهتمام نماید و نتیجه را بمجلس گزارش دهد <box>700 745 788 799</box>
